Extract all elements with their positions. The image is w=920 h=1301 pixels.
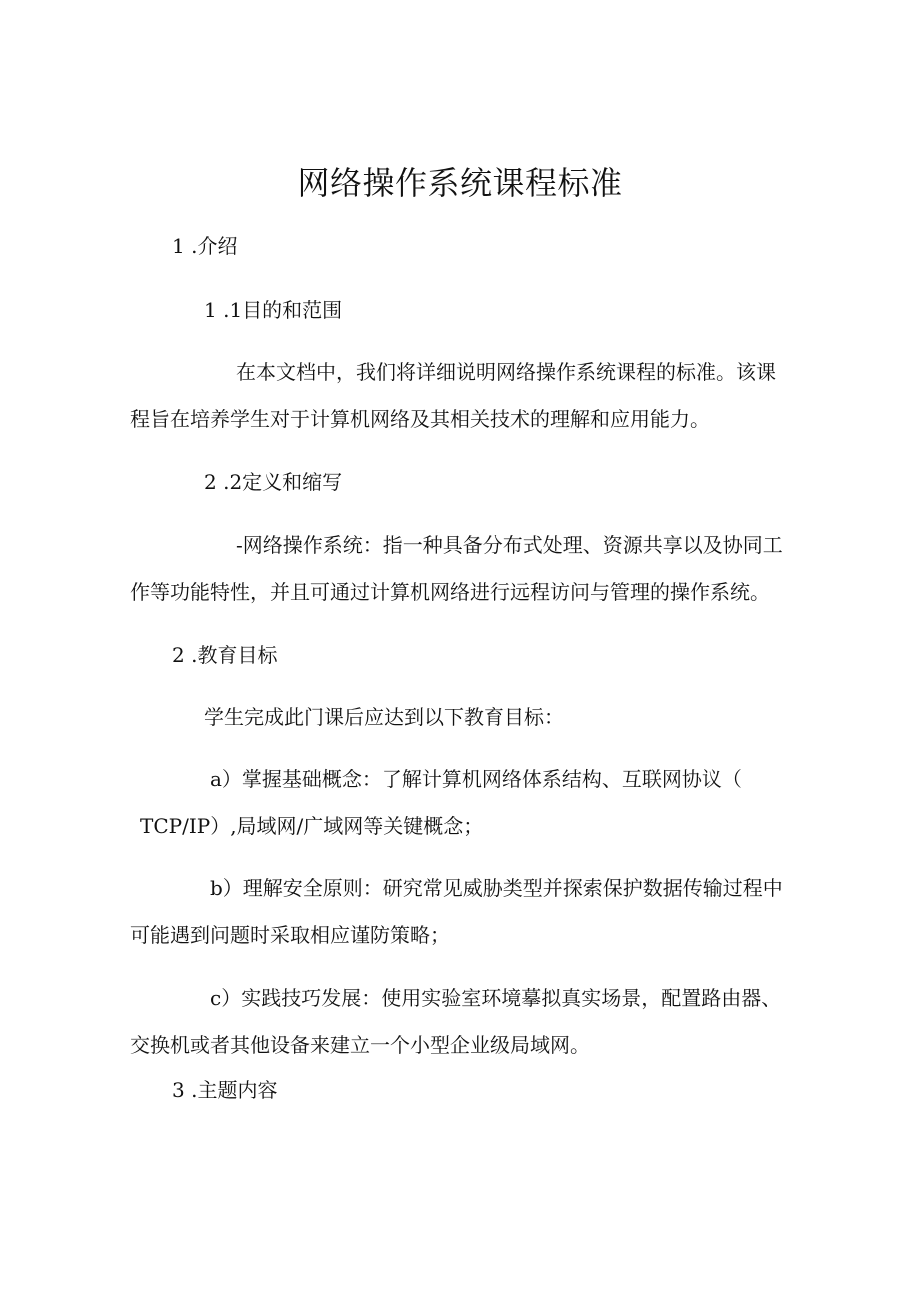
goal-item-line: b）理解安全原则：研究常见威胁类型并探索保护数据传输过程中 bbox=[210, 876, 783, 900]
goal-item-line: 交换机或者其他设备来建立一个小型企业级局域网。 bbox=[130, 1033, 590, 1057]
goal-item-line: c）实践技巧发展：使用实验室环境摹拟真实场景，配置路由器、 bbox=[210, 986, 782, 1010]
goal-item-line: a）掌握基础概念：了解计算机网络体系结构、互联网协议（ bbox=[210, 767, 742, 791]
section-heading-education-goals: 2 .教育目标 bbox=[172, 643, 278, 667]
document-title: 网络操作系统课程标准 bbox=[297, 164, 623, 202]
subsection-heading-purpose-scope: 1 .1目的和范围 bbox=[204, 298, 343, 322]
subsection-heading-definitions: 2 .2定义和缩写 bbox=[204, 470, 343, 494]
paragraph-line: 程旨在培养学生对于计算机网络及其相关技术的理解和应用能力。 bbox=[130, 407, 710, 431]
paragraph-line: 在本文档中，我们将详细说明网络操作系统课程的标准。该课 bbox=[236, 360, 776, 384]
section-heading-introduction: 1 .介绍 bbox=[172, 234, 238, 258]
goal-item-line: TCP/IP）,局域网/广域网等关键概念； bbox=[140, 814, 484, 838]
goals-intro: 学生完成此门课后应达到以下教育目标： bbox=[204, 705, 564, 729]
goal-item-line: 可能遇到问题时采取相应谨防策略； bbox=[130, 923, 450, 947]
section-heading-topic-content: 3 .主题内容 bbox=[172, 1078, 278, 1102]
paragraph-line: 作等功能特性，并且可通过计算机网络进行远程访问与管理的操作系统。 bbox=[130, 580, 770, 604]
paragraph-line: -网络操作系统：指一种具备分布式处理、资源共享以及协同工 bbox=[236, 533, 783, 557]
